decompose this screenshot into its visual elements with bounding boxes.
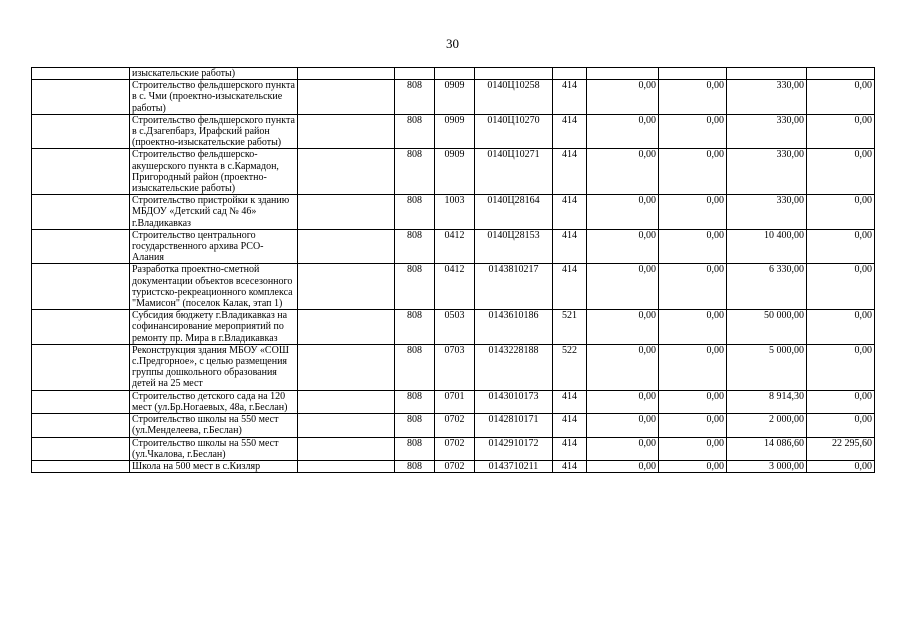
row-code-cs: 0143010173 (475, 390, 553, 413)
row-amount-1: 0,00 (587, 149, 659, 195)
row-item-name: Реконструкция здания МБОУ «СОШ с.Предгорное», с целью размещения группы дошкольного образования детей на 25 мест (130, 344, 298, 390)
row-code-gr: 808 (395, 264, 435, 310)
row-cell-blank (32, 264, 130, 310)
row-amount-4: 0,00 (807, 414, 875, 437)
row-item-name: Строительство фельдшерского пункта в с. Чми (проектно-изыскательские работы) (130, 80, 298, 115)
row-code-vr: 414 (553, 414, 587, 437)
row-code-cs: 0140Ц10258 (475, 80, 553, 115)
row-item-name: изыскательские работы) (130, 68, 298, 80)
row-amount-3 (727, 68, 807, 80)
row-code-gr: 808 (395, 114, 435, 149)
row-cell-blank (298, 264, 395, 310)
row-amount-2: 0,00 (659, 437, 727, 460)
row-cell-blank (32, 437, 130, 460)
row-code-rz: 0909 (435, 114, 475, 149)
row-amount-4 (807, 68, 875, 80)
page-number: 30 (446, 36, 459, 51)
row-cell-blank (298, 460, 395, 472)
row-amount-2: 0,00 (659, 80, 727, 115)
row-code-cs: 0143810217 (475, 264, 553, 310)
row-cell-blank (298, 114, 395, 149)
row-code-cs: 0143610186 (475, 310, 553, 345)
row-amount-2: 0,00 (659, 344, 727, 390)
row-code-vr: 521 (553, 310, 587, 345)
row-amount-3: 330,00 (727, 195, 807, 230)
row-code-rz: 0702 (435, 437, 475, 460)
row-code-gr: 808 (395, 390, 435, 413)
row-item-name: Разработка проектно-сметной документации объектов всесезонного туристско-рекреационного комплекса "Мамисон" (поселок Калак, этап 1) (130, 264, 298, 310)
row-amount-4: 0,00 (807, 80, 875, 115)
row-amount-3: 50 000,00 (727, 310, 807, 345)
row-amount-2: 0,00 (659, 229, 727, 264)
row-amount-2: 0,00 (659, 460, 727, 472)
row-amount-1: 0,00 (587, 310, 659, 345)
row-code-cs: 0142910172 (475, 437, 553, 460)
row-code-vr: 414 (553, 460, 587, 472)
row-code-rz: 1003 (435, 195, 475, 230)
table-row (32, 114, 875, 149)
table-row (32, 344, 875, 390)
row-amount-2: 0,00 (659, 414, 727, 437)
row-cell-blank (32, 344, 130, 390)
row-amount-1: 0,00 (587, 114, 659, 149)
row-code-gr: 808 (395, 229, 435, 264)
table-row (32, 264, 875, 310)
row-amount-3: 5 000,00 (727, 344, 807, 390)
row-amount-3: 330,00 (727, 80, 807, 115)
row-amount-2: 0,00 (659, 390, 727, 413)
row-amount-1: 0,00 (587, 264, 659, 310)
row-code-gr: 808 (395, 437, 435, 460)
row-cell-blank (298, 195, 395, 230)
row-code-gr: 808 (395, 149, 435, 195)
row-cell-blank (32, 149, 130, 195)
row-amount-4: 22 295,60 (807, 437, 875, 460)
row-code-gr: 808 (395, 195, 435, 230)
table-row (32, 229, 875, 264)
row-code-cs: 0143228188 (475, 344, 553, 390)
row-code-vr: 414 (553, 390, 587, 413)
row-amount-2 (659, 68, 727, 80)
row-item-name: Строительство пристройки к зданию МБДОУ «Детский сад № 46» г.Владикавказ (130, 195, 298, 230)
row-code-vr: 414 (553, 80, 587, 115)
row-amount-1: 0,00 (587, 229, 659, 264)
row-cell-blank (32, 460, 130, 472)
row-amount-1: 0,00 (587, 195, 659, 230)
row-amount-3: 6 330,00 (727, 264, 807, 310)
row-amount-3: 3 000,00 (727, 460, 807, 472)
row-code-vr: 414 (553, 437, 587, 460)
row-cell-blank (298, 390, 395, 413)
row-amount-2: 0,00 (659, 264, 727, 310)
row-amount-1: 0,00 (587, 414, 659, 437)
row-amount-1: 0,00 (587, 344, 659, 390)
row-cell-blank (298, 414, 395, 437)
row-code-cs: 0142810171 (475, 414, 553, 437)
row-cell-blank (298, 229, 395, 264)
row-code-rz: 0703 (435, 344, 475, 390)
row-code-vr: 414 (553, 264, 587, 310)
row-amount-3: 2 000,00 (727, 414, 807, 437)
row-amount-3: 14 086,60 (727, 437, 807, 460)
row-amount-3: 8 914,30 (727, 390, 807, 413)
row-cell-blank (298, 80, 395, 115)
row-code-vr: 522 (553, 344, 587, 390)
row-item-name: Строительство школы на 550 мест (ул.Чкалова, г.Беслан) (130, 437, 298, 460)
row-code-gr: 808 (395, 310, 435, 345)
row-amount-1: 0,00 (587, 80, 659, 115)
row-code-cs: 0140Ц28164 (475, 195, 553, 230)
row-amount-4: 0,00 (807, 114, 875, 149)
row-code-rz: 0702 (435, 460, 475, 472)
row-amount-3: 10 400,00 (727, 229, 807, 264)
table-row (32, 195, 875, 230)
row-item-name: Субсидия бюджету г.Владикавказ на софинансирование мероприятий по ремонту пр. Мира в г.Владикавказ (130, 310, 298, 345)
row-cell-blank (298, 344, 395, 390)
row-amount-4: 0,00 (807, 310, 875, 345)
row-cell-blank (32, 80, 130, 115)
row-code-gr: 808 (395, 414, 435, 437)
row-code-cs: 0140Ц10271 (475, 149, 553, 195)
row-cell-blank (32, 310, 130, 345)
table-row (32, 68, 875, 80)
row-amount-4: 0,00 (807, 229, 875, 264)
row-code-vr: 414 (553, 114, 587, 149)
row-item-name: Строительство центрального государственного архива РСО-Алания (130, 229, 298, 264)
row-code-gr: 808 (395, 460, 435, 472)
row-code-vr: 414 (553, 229, 587, 264)
row-code-cs: 0140Ц10270 (475, 114, 553, 149)
row-cell-blank (32, 414, 130, 437)
row-item-name: Строительство школы на 550 мест (ул.Менделеева, г.Беслан) (130, 414, 298, 437)
row-code-rz (435, 68, 475, 80)
table-row (32, 390, 875, 413)
row-amount-4: 0,00 (807, 390, 875, 413)
row-code-gr: 808 (395, 80, 435, 115)
row-code-rz: 0702 (435, 414, 475, 437)
row-amount-2: 0,00 (659, 149, 727, 195)
row-code-vr (553, 68, 587, 80)
row-cell-blank (32, 68, 130, 80)
row-code-rz: 0909 (435, 80, 475, 115)
row-amount-4: 0,00 (807, 460, 875, 472)
row-code-cs: 0140Ц28153 (475, 229, 553, 264)
row-item-name: Строительство детского сада на 120 мест (ул.Бр.Ногаевых, 48а, г.Беслан) (130, 390, 298, 413)
table-row (32, 310, 875, 345)
row-amount-2: 0,00 (659, 114, 727, 149)
row-code-rz: 0701 (435, 390, 475, 413)
row-code-cs (475, 68, 553, 80)
row-cell-blank (298, 310, 395, 345)
table-row (32, 149, 875, 195)
row-amount-4: 0,00 (807, 195, 875, 230)
row-amount-1 (587, 68, 659, 80)
row-code-cs: 0143710211 (475, 460, 553, 472)
row-cell-blank (32, 114, 130, 149)
row-amount-1: 0,00 (587, 460, 659, 472)
row-cell-blank (298, 149, 395, 195)
table-row (32, 80, 875, 115)
row-amount-4: 0,00 (807, 344, 875, 390)
row-code-gr: 808 (395, 344, 435, 390)
row-item-name: Строительство фельдшерского пункта в с.Дзагепбарз, Ирафский район (проектно-изыскательские работы) (130, 114, 298, 149)
row-code-rz: 0503 (435, 310, 475, 345)
row-item-name: Строительство фельдшерско-акушерского пункта в с.Кармадон, Пригородный район (проектно-изыскательские работы) (130, 149, 298, 195)
row-amount-3: 330,00 (727, 149, 807, 195)
row-amount-4: 0,00 (807, 264, 875, 310)
row-code-rz: 0909 (435, 149, 475, 195)
row-amount-4: 0,00 (807, 149, 875, 195)
table-row (32, 437, 875, 460)
table-row (32, 414, 875, 437)
row-amount-2: 0,00 (659, 195, 727, 230)
row-cell-blank (32, 229, 130, 264)
row-cell-blank (32, 195, 130, 230)
row-code-rz: 0412 (435, 229, 475, 264)
row-code-rz: 0412 (435, 264, 475, 310)
row-code-gr (395, 68, 435, 80)
row-amount-1: 0,00 (587, 390, 659, 413)
row-amount-2: 0,00 (659, 310, 727, 345)
row-cell-blank (298, 437, 395, 460)
row-item-name: Школа на 500 мест в с.Кизляр (130, 460, 298, 472)
row-code-vr: 414 (553, 195, 587, 230)
table-row (32, 460, 875, 472)
row-amount-1: 0,00 (587, 437, 659, 460)
row-cell-blank (32, 390, 130, 413)
row-code-vr: 414 (553, 149, 587, 195)
budget-table (31, 67, 875, 473)
row-amount-3: 330,00 (727, 114, 807, 149)
row-cell-blank (298, 68, 395, 80)
